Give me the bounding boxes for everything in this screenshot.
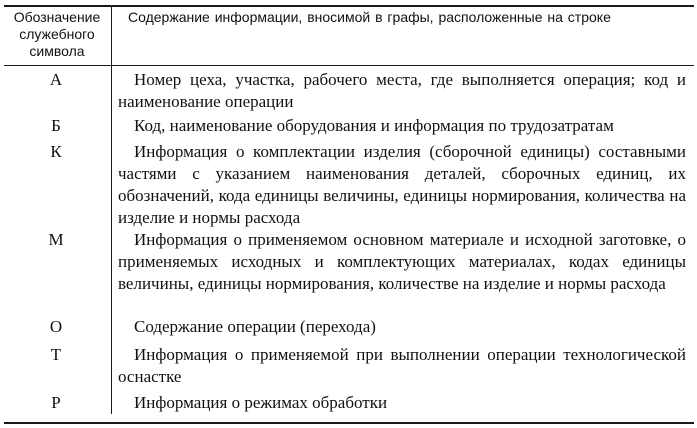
row-symbol: М [48,230,64,249]
row-description: Информация о комплектации изделия (сборочной единицы) составными частями с указанием наименования деталей, сборочных единиц, их обозначений, кода единицы величины, единицы нормирования, количества на изделие и нормы расхода [118,142,686,227]
row-symbol: О [49,317,63,336]
row-description: Номер цеха, участка, рабочего места, где выполняется операция; код и наименование операции [118,70,686,111]
row-symbol: А [49,70,63,89]
table-bottom-rule [4,422,694,424]
table-top-rule [4,5,694,7]
row-symbol: Б [51,116,61,135]
row-symbol: Т [50,345,62,364]
row-description: Содержание операции (перехода) [134,317,376,336]
row-description: Информация о применяемой при выполнении операции технологической оснастке [118,345,686,386]
row-description: Информация о режимах обработки [134,393,388,412]
table-column-divider [111,6,112,414]
header-content-column: Содержание информации, вносимой в графы, расположенные на строке [128,9,611,25]
row-symbol: Р [51,393,61,412]
table-header-rule [4,65,694,66]
row-description: Информация о применяемом основном материале и исходной заготовке, о применяемых исходных и комплектующих материалах, кодах единицы величины, единицы нормирования, количестве на изделие и нормы расхода [118,230,686,293]
row-symbol: К [50,142,62,161]
header-symbol-column: Обозначение служебного символа [13,9,101,59]
row-description: Код, наименование оборудования и информация по трудозатратам [134,116,614,135]
